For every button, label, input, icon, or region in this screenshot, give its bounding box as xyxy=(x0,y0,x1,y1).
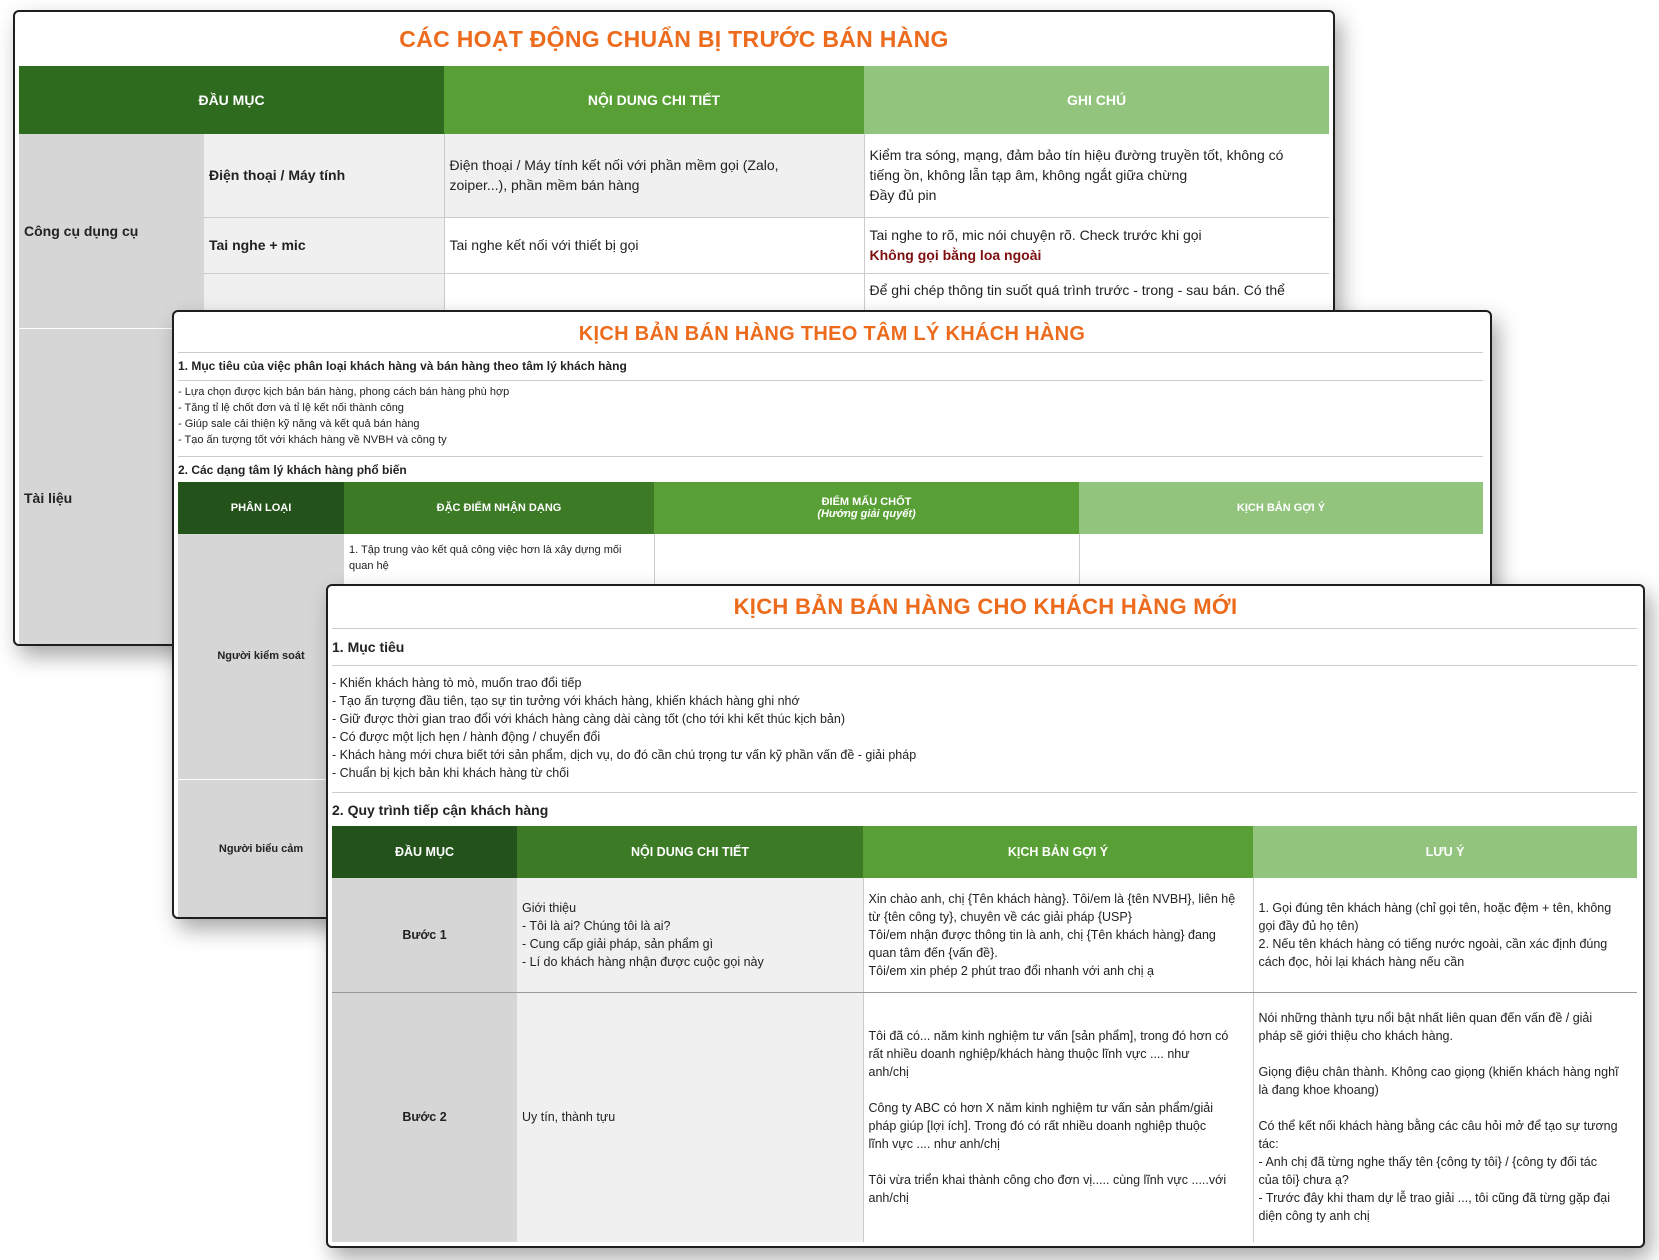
text-line: Tôi/em xin phép 2 phút trao đổi nhanh với anh chị ạ xyxy=(868,963,1154,978)
sheet-new-customer-scripts xyxy=(326,584,1645,1248)
sheet3-step-2-script xyxy=(863,992,1253,1242)
sheet3-step-1-detail xyxy=(517,878,863,992)
sheet1-title: CÁC HOẠT ĐỘNG CHUẨN BỊ TRƯỚC BÁN HÀNG xyxy=(399,26,949,52)
sheet3-header-detail: NỘI DUNG CHI TIẾT xyxy=(517,826,863,878)
text-line: rất nhiều doanh nghiệp/khách hàng thuộc lĩnh vực .... như xyxy=(868,1047,1190,1062)
text-line: tiếng ồn, không lẫn tạp âm, không ngắt giữa chừng xyxy=(869,167,1188,184)
sheet3-step-1: Bước 1 xyxy=(332,878,517,992)
text-line: cách đọc, hỏi lại khách hàng nếu cần xyxy=(1258,954,1465,969)
text-line: 1. Tập trung vào kết quả công việc hơn là xây dựng mối xyxy=(349,544,622,556)
sheet3-section-1: 1. Mục tiêu xyxy=(332,628,1637,666)
text-line: Xin chào anh, chị {Tên khách hàng}. Tôi/em là {tên NVBH}, liên hệ xyxy=(868,891,1236,906)
sheet2-header-script: KỊCH BẢN GỢI Ý xyxy=(1079,482,1483,534)
blank-line xyxy=(1259,1045,1633,1063)
text-line: ĐIỂM MẤU CHỐT xyxy=(821,496,912,508)
sheet1-row-item: Tai nghe + mic xyxy=(204,217,444,273)
text-line: Giới thiệu xyxy=(522,900,577,915)
sheet3-step-2-detail: Uy tín, thành tựu xyxy=(517,992,863,1242)
sheet1-row-item: Điện thoại / Máy tính xyxy=(204,134,444,217)
sheet1-row-note xyxy=(864,134,1329,217)
text-line: pháp giúp [lợi ích]. Trong đó có rất nhiều doanh nghiệp thuộc xyxy=(868,1119,1207,1134)
text-line: Nói những thành tựu nổi bật nhất liên quan đến vấn đề / giải xyxy=(1258,1011,1593,1026)
text-line: pháp sẽ giới thiệu cho khách hàng. xyxy=(1258,1029,1453,1044)
list-item: - Chuẩn bị kịch bản khi khách hàng từ chối xyxy=(332,766,569,780)
list-item: - Có được một lịch hẹn / hành động / chuyển đổi xyxy=(332,730,601,744)
text-line: anh/chị xyxy=(868,1191,909,1206)
table-row xyxy=(19,217,1329,273)
text-line: từ {tên công ty}, chuyên về các giải pháp {USP} xyxy=(868,909,1132,924)
table-row xyxy=(19,134,1329,217)
text-line: quan hệ xyxy=(349,560,389,572)
text-line: gọi đầy đủ họ tên) xyxy=(1258,918,1359,933)
sheet3-step-1-script xyxy=(863,878,1253,992)
warning-text: Không gọi bằng loa ngoài xyxy=(869,247,1042,263)
sheet1-row-detail: Tai nghe kết nối với thiết bị gọi xyxy=(444,217,864,273)
list-item: - Tăng tỉ lệ chốt đơn và tỉ lệ kết nối thành công xyxy=(178,402,404,414)
blank-line xyxy=(1259,1099,1633,1117)
text-line: lĩnh vực .... như anh/chị xyxy=(868,1137,1000,1152)
sheet1-group-tools: Công cụ dụng cụ xyxy=(19,134,204,328)
table-row xyxy=(332,878,1637,992)
sheet3-header-row xyxy=(332,826,1637,878)
sheet2-title: KỊCH BẢN BÁN HÀNG THEO TÂM LÝ KHÁCH HÀNG xyxy=(578,323,1086,345)
text-line: là đang khoe khoang) xyxy=(1258,1083,1379,1098)
text-line: Tai nghe to rõ, mic nói chuyện rõ. Check trước khi gọi xyxy=(869,227,1202,243)
sheet1-header-detail: NỘI DUNG CHI TIẾT xyxy=(444,66,864,134)
sheet1-group-docs: Tài liệu xyxy=(19,328,204,646)
text-line: - Anh chị đã từng nghe thấy tên {công ty tôi} / {công ty đối tác xyxy=(1258,1155,1597,1170)
text-line: quan tâm đến {vấn đề}. xyxy=(868,945,998,960)
sheet1-row-detail xyxy=(444,134,864,217)
sheet2-header-row xyxy=(178,482,1483,534)
text-line: zoiper...), phần mềm bán hàng xyxy=(449,177,640,194)
blank-line xyxy=(869,1081,1248,1099)
list-item: - Khiến khách hàng tò mò, muốn trao đổi tiếp xyxy=(332,676,582,690)
list-item: - Khách hàng mới chưa biết tới sản phẩm, dịch vụ, do đó cần chú trọng tư vấn kỹ phần vấn đề - giải pháp xyxy=(332,748,917,762)
table-row xyxy=(332,992,1637,1242)
sheet3-table xyxy=(332,826,1637,1242)
list-item: - Lựa chọn được kịch bản bán hàng, phong cách bán hàng phù hợp xyxy=(178,386,510,398)
text-line: - Trước đây khi tham dự lễ trao giải ..., tôi cũng đã từng gặp đại xyxy=(1258,1191,1611,1206)
sheet2-bullet-list xyxy=(178,384,509,448)
sheet2-section-2: 2. Các dạng tâm lý khách hàng phổ biến xyxy=(178,456,1483,483)
text-line: 2. Nếu tên khách hàng có tiếng nước ngoài, cần xác định đúng xyxy=(1258,936,1608,951)
text-line: - Tôi là ai? Chúng tôi là ai? xyxy=(522,918,671,933)
sheet1-header-note: GHI CHÚ xyxy=(864,66,1329,134)
sheet3-bullet-list xyxy=(332,674,916,782)
text-line: Kiểm tra sóng, mạng, đảm bảo tín hiệu đường truyền tốt, không có xyxy=(869,147,1284,164)
sheet2-header-type: PHÂN LOẠI xyxy=(178,482,344,534)
sheet2-type-expressive: Người biểu cảm xyxy=(178,779,344,919)
text-line: của tôi} chưa ạ? xyxy=(1258,1173,1349,1188)
sheet3-header-note: LƯU Ý xyxy=(1253,826,1637,878)
sheet2-header-keypoint xyxy=(654,482,1079,534)
sheet3-title: KỊCH BẢN BÁN HÀNG CHO KHÁCH HÀNG MỚI xyxy=(733,594,1238,619)
text-line: 1. Gọi đúng tên khách hàng (chỉ gọi tên, hoặc đệm + tên, không xyxy=(1258,900,1612,915)
sheet1-header-row xyxy=(19,66,1329,134)
sheet1-row-note: Để ghi chép thông tin suốt quá trình trước - trong - sau bán. Có thể xyxy=(869,281,1285,298)
text-line: Có thể kết nối khách hàng bằng các câu hỏi mở để tạo sự tương xyxy=(1258,1119,1618,1134)
list-item: - Giúp sale cải thiện kỹ năng và kết quả bán hàng xyxy=(178,418,420,430)
text-line: Tôi đã có... năm kinh nghiệm tư vấn [sản phẩm], trong đó hơn có xyxy=(868,1029,1229,1044)
sheet3-section-2: 2. Quy trình tiếp cận khách hàng xyxy=(332,792,1637,827)
text-line: Đầy đủ pin xyxy=(869,187,937,204)
text-line: - Lí do khách hàng nhận được cuộc gọi này xyxy=(522,954,764,969)
text-line: diện công ty anh chị xyxy=(1258,1209,1370,1224)
text-line: tác: xyxy=(1258,1137,1279,1152)
text-line: - Cung cấp giải pháp, sản phẩm gì xyxy=(522,936,714,951)
sheet2-section-1: 1. Mục tiêu của việc phân loại khách hàng và bán hàng theo tâm lý khách hàng xyxy=(178,352,1483,381)
sheet3-header-item: ĐẦU MỤC xyxy=(332,826,517,878)
text-line: anh/chị xyxy=(868,1065,909,1080)
blank-line xyxy=(869,1153,1248,1171)
sheet2-header-traits: ĐẶC ĐIỂM NHẬN DẠNG xyxy=(344,482,654,534)
list-item: - Tạo ấn tượng tốt với khách hàng về NVBH và công ty xyxy=(178,434,447,446)
sheet2-type-controller: Người kiểm soát xyxy=(178,534,344,779)
sheet3-step-1-note xyxy=(1253,878,1637,992)
list-item: - Tạo ấn tượng đầu tiên, tạo sự tin tưởng với khách hàng, khiến khách hàng ghi nhớ xyxy=(332,694,800,708)
text-line: Công ty ABC có hơn X năm kinh nghiệm tư vấn sản phẩm/giải xyxy=(868,1101,1214,1116)
sheet3-header-script: KỊCH BẢN GỢI Ý xyxy=(863,826,1253,878)
list-item: - Giữ được thời gian trao đổi với khách hàng càng dài càng tốt (cho tới khi kết thúc kịch bản) xyxy=(332,712,845,726)
sheet1-row-note xyxy=(864,217,1329,273)
sheet1-header-item: ĐẦU MỤC xyxy=(19,66,444,134)
text-line: Giọng điệu chân thành. Không cao giọng (khiến khách hàng nghĩ xyxy=(1258,1065,1619,1080)
text-line: (Hướng giải quyết) xyxy=(817,508,916,520)
text-line: Điện thoại / Máy tính kết nối với phần mềm gọi (Zalo, xyxy=(449,157,779,174)
text-line: Tôi/em nhận được thông tin là anh, chị {Tên khách hàng} đang xyxy=(868,927,1216,942)
sheet3-step-2-note xyxy=(1253,992,1637,1242)
sheet3-step-2: Bước 2 xyxy=(332,992,517,1242)
text-line: Tôi vừa triển khai thành công cho đơn vị..... cùng lĩnh vực .....với xyxy=(868,1173,1227,1188)
